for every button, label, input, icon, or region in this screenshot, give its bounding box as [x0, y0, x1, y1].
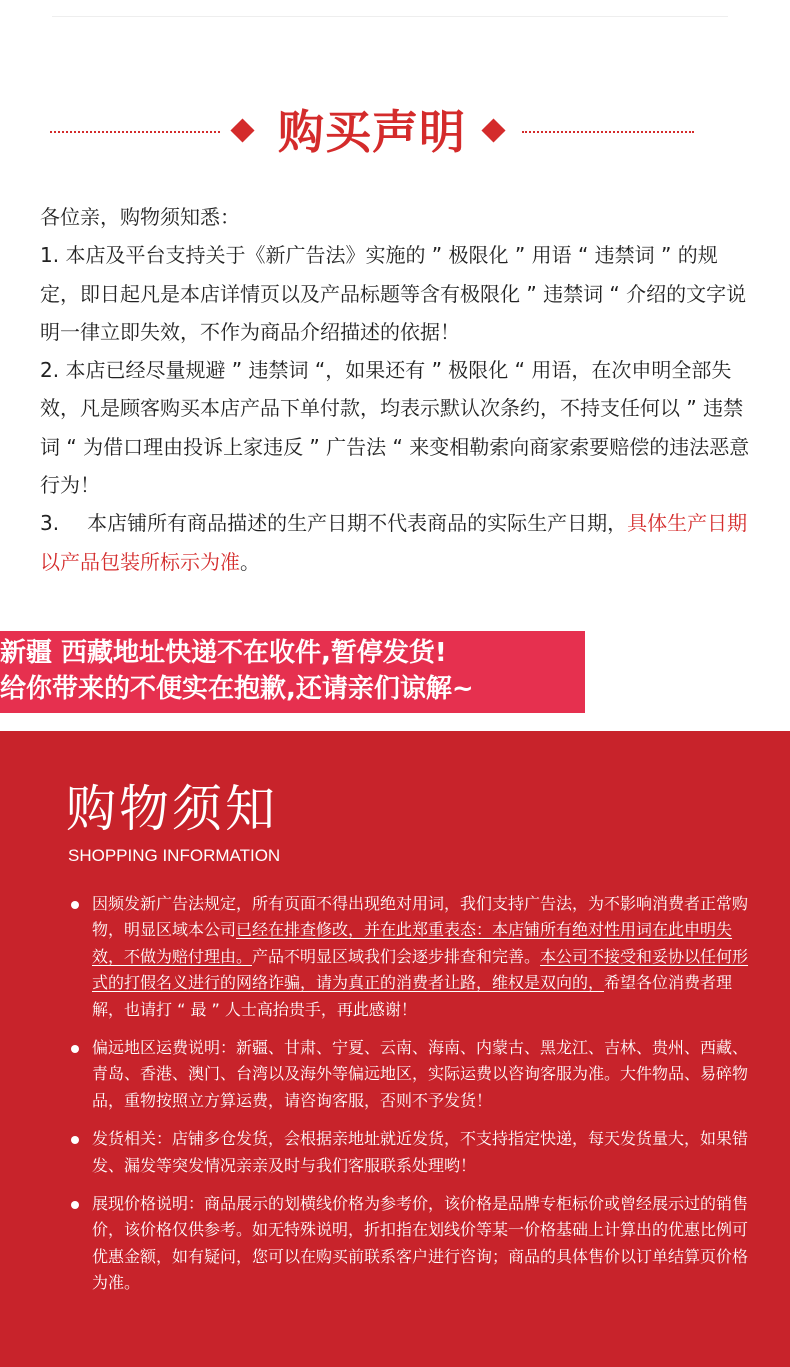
banner-line-1: 新疆 西藏地址快递不在收件,暂停发货!: [0, 638, 447, 668]
statement-paragraph-3: [40, 504, 755, 581]
notice-item-1-text-c: 希望各位消费者理解，也请打 “ 最 ” 人士高抬贵手，再此感谢！: [92, 973, 733, 1019]
banner-line-2: 给你带来的不便实在抱歉,还请亲们谅解~: [0, 674, 474, 704]
notice-title: 购物须知: [66, 780, 278, 838]
statement-paragraph-3-number: 3.: [40, 511, 60, 536]
notice-item-1-text-b: 产品不明显区域我们会逐步排查和完善。: [252, 946, 541, 966]
bullet-icon: [71, 1045, 79, 1053]
purchase-statement-heading: [0, 102, 790, 162]
notice-item-price: [70, 1191, 750, 1297]
statement-paragraph-2: 2. 本店已经尽量规避 ” 违禁词 “，如果还有 ” 极限化 “ 用语，在次申明全部失效，凡是顾客购买本店产品下单付款，均表示默认次条约，不持支任何以 ” 违禁词 “ 为借口理由投诉上家违反 ” 广告法 “ 来变相勒索向商家索要赔偿的违法恶意行为！: [40, 358, 750, 498]
notice-item-2-text: 偏远地区运费说明：新疆、甘肃、宁夏、云南、海南、内蒙古、黑龙江、吉林、贵州、西藏、青岛、香港、澳门、台湾以及海外等偏远地区，实际运费以咨询客服为准。大件物品、易碎物品，重物按照立方算运费，请咨询客服，否则不予发货！: [92, 1038, 749, 1110]
dotted-line-left: [50, 131, 220, 133]
bullet-icon: [71, 901, 79, 909]
statement-paragraph-1: 1. 本店及平台支持关于《新广告法》实施的 ” 极限化 ” 用语 “ 违禁词 ” 的规定，即日起凡是本店详情页以及产品标题等含有极限化 ” 违禁词 “ 介绍的文字说明一律立即失效，不作为商品介绍描述的依据！: [40, 243, 747, 344]
top-divider: [52, 16, 728, 17]
statement-paragraph-3-end: 。: [240, 549, 260, 574]
notice-item-1-underlined-2: 本公司不接受和妥协以任何形式的打假名义进行的网络诈骗，请为真正的消费者让路，维权是双向的，: [92, 946, 749, 993]
diamond-icon: [230, 118, 254, 142]
statement-greeting: 各位亲，购物须知悉：: [40, 205, 240, 229]
shopping-information-section: [0, 731, 790, 1367]
diamond-icon: [481, 118, 505, 142]
statement-paragraph-3-text: 本店铺所有商品描述的生产日期不代表商品的实际生产日期，: [87, 511, 628, 536]
statement-paragraph-3-highlight: 具体生产日期以产品包装所标示为准: [40, 511, 748, 574]
notice-item-3-text: 发货相关：店铺多仓发货，会根据亲地址就近发货，不支持指定快递，每天发货量大，如果错发、漏发等突发情况亲亲及时与我们客服联系处理哟！: [92, 1129, 749, 1175]
shipping-suspension-banner: [0, 631, 585, 713]
notice-subtitle: SHOPPING INFORMATION: [68, 846, 281, 865]
notice-item-4-text: 展现价格说明：商品展示的划横线价格为参考价，该价格是品牌专柜标价或曾经展示过的销售价，该价格仅供参考。如无特殊说明，折扣指在划线价等某一价格基础上计算出的优惠比例可优惠金额，如有疑问，您可以在购买前联系客户进行咨询；商品的具体售价以订单结算页价格为准。: [92, 1194, 749, 1293]
notice-item-delivery: [70, 1126, 750, 1179]
bullet-icon: [71, 1136, 79, 1144]
notice-item-remote-shipping: [70, 1035, 750, 1114]
notice-list: [70, 891, 750, 1309]
notice-item-1-underlined-1: 已经在排查修改，并在此郑重表态：本店铺所有绝对性用词在此申明失效，不做为赔付理由。: [92, 920, 733, 966]
notice-item-ad-law: [70, 891, 750, 1023]
notice-item-1-text-a: 因频发新广告法规定，所有页面不得出现绝对用词，我们支持广告法，为不影响消费者正常购物，明显区域本公司: [92, 894, 749, 940]
statement-body: [40, 198, 755, 581]
heading-title: 购买声明: [278, 105, 466, 159]
dotted-line-right: [522, 131, 694, 133]
bullet-icon: [71, 1201, 79, 1209]
